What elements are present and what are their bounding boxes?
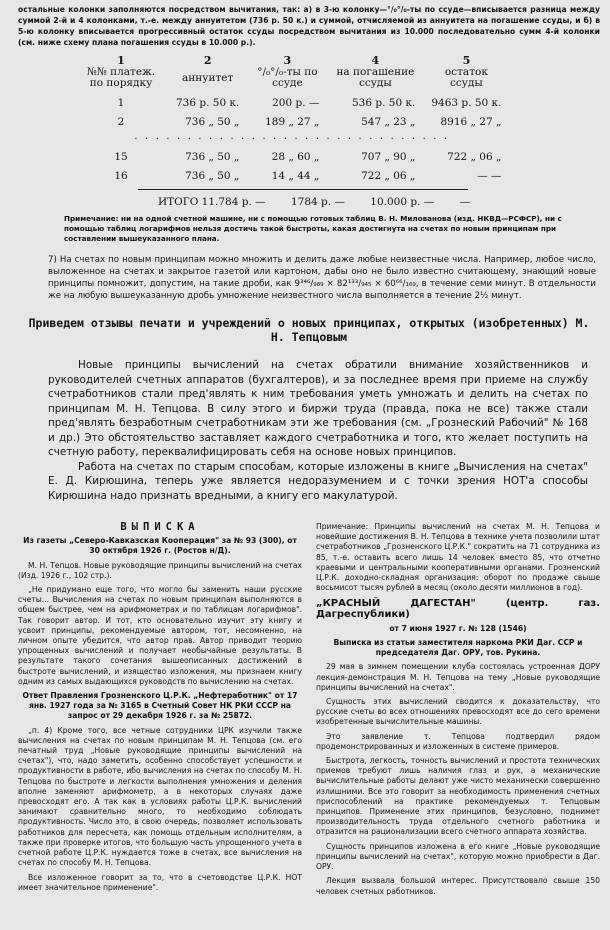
right-column — [316, 522, 600, 901]
newspaper-extract: Выписка из статьи заместителя наркома РКИ Даг. ССР и председателя Даг. ОРУ, тов. Рукина. — [333, 638, 583, 658]
total-label: ИТОГО 11.784 р. — — [158, 196, 266, 208]
table-header-row — [74, 67, 509, 93]
excerpt-paragraph: Быстрота, легкость, точность вычислений и простота технических приемов требуют лишь наличия глаз и рук, а механические вычислительные работы делают уже чисто механически совершенно излишними. Все это говорит за необходимость применения счетных приспособлений на практике рекомендуемых т. Тепцовым принципов. Применение этих принципов, безусловно, поднимет производительность труда отдельного счетного работника и отразится на рационализации всего счетного аппарата хозяйства. — [316, 756, 600, 837]
body-paragraph: Работа на счетах по старым способам, которые изложены в книге „Вычисления на счетах" Е. Д. Кирюшина, теперь уже является недоразумением и с точки зрения НОТ'а способы Кирюшина надо признать вредными, а книгу его макулатурой. — [48, 460, 588, 502]
header-repayment: на погашение ссуды — [336, 66, 415, 89]
table-total — [158, 196, 600, 208]
column-number: 5 — [462, 54, 471, 67]
repayment-table — [74, 52, 509, 185]
table-cell: 189 „ 27 „ — [265, 115, 320, 128]
table-cell: 736 „ 50 „ — [185, 150, 240, 163]
header-annuity: аннуитет — [182, 71, 234, 84]
column-number: 2 — [203, 54, 212, 67]
excerpt-paragraph: Лекция вызвала большой интерес. Присутствовало свыше 150 человек счетных работников. — [316, 876, 600, 896]
table-cell: 200 р. — — [272, 96, 320, 109]
excerpt-paragraph: 29 мая в зимнем помещении клуба состоялась устроенная ДОРУ лекция-демонстрация М. Н. Тепцова на тему „Новые руководящие принципы вычислений на счетах". — [316, 662, 600, 692]
excerpt-paragraph: „Не придумано еще того, что могло бы заменить наши русские счеты... Вычисления на счетах по новым принципам выполняются в общем быстрее, чем на арифмометрах и по таблицам логарифмов". Так говорит автор. И тот, кто основательно изучит эту книгу и усвоит принципы, рекомендуемые автором, тот, несомненно, на личном опыте убедится, что автор прав. Автор приводит теорию упрощенных вычислений и получает необычайные результаты. В результате такого сочетания вышеописанных достижений в быстроте вычислений, и изящество изложения, мы признаем книгу одним из самых выдающихся руководств по вычислению на счетах. — [18, 585, 302, 686]
total-interest: 1784 р. — — [290, 196, 345, 208]
table-row — [74, 166, 509, 185]
header-balance: остаток ссуды — [444, 66, 488, 89]
excerpt-source: Из газеты „Северо-Кавказская Кооперация" за № 93 (300), от 30 октября 1926 г. (Ростов н/Д). — [23, 536, 297, 556]
excerpt-paragraph: Это заявление т. Тепцова подтвердил рядом продемонстрированных и изложенных в системе примеров. — [316, 731, 600, 751]
table-cell: 707 „ 90 „ — [361, 150, 416, 163]
table-cell: 736 „ 50 „ — [185, 169, 240, 182]
excerpt-paragraph: „п. 4) Кроме того, все четные сотрудники ЦРК изучили также вычисления на счетах по новым принципам М. Н. Тепцова (см. его печатный труд „Новые руководящие принципы вычислений на счетах"), что, надо заметить, особенно способствует успешности и продуктивности в работе, ибо вычисления на счетах по способу М. Н. Тепцова по быстроте и легкости выполнения умножения и деления вполне заменяют арифмометр, а в некоторых случаях даже превосходят его. А так как в условиях работы Ц.Р.К. вычислений занимают сравнительно много, то необходимо соблюдать продуктивность. Число это, в свою очередь, позволяет использовать работников для пересчета, как помощь отдельным исполнителям, а также при проверке итогов, что большую часть упрощенного учета в счетной работе Ц.Р.К. нуждается тоже в счетах, все вычисления на счетах по способу М. Н. Тепцова. — [18, 725, 302, 868]
column-number: 4 — [371, 54, 380, 67]
table-cell: 736 „ 50 „ — [185, 115, 240, 128]
table-cell: 1 — [117, 96, 125, 109]
table-row — [74, 147, 509, 166]
table-cell: 736 р. 50 к. — [176, 96, 240, 109]
section-heading: Приведем отзывы печати и учреждений о новых принципах, открытых (изобретенных) М. Н. Тепцовым — [28, 316, 590, 344]
table-cell: 2 — [117, 115, 125, 128]
excerpt-paragraph: М. Н. Тепцов. Новые руководящие принципы вычислений на счетах (Изд. 1926 г., 102 стр.). — [18, 560, 302, 580]
paragraph-7: 7) На счетах по новым принципам можно множить и делить даже любые неизвестные числа. Например, любое число, выложенное на счетах и закрытое газетой или картоном, дабы оно не было известно считающему, знающий новые принципы помножит, допустим, на такие дроби, как 9³⁴⁶/₉₈₉ × 82¹³³/₉₄₅ × 60⁶⁶/₁₆₉, в течение семи минут. В отдельности же на любую вышеуказанную дробь умножение неизвестного числа выполняется в течение 2½ минут. — [48, 255, 596, 301]
left-column — [18, 522, 302, 901]
newspaper-issue: от 7 июня 1927 г. № 128 (1546) — [389, 623, 527, 633]
total-rule — [138, 189, 468, 190]
table-row — [74, 112, 509, 131]
column-number: 1 — [117, 54, 125, 67]
excerpt-paragraph: Сущность принципов изложена в его книге „Новые руководящие принципы вычислений на счетах", которую можно приобрести в Даг. ОРУ. — [316, 841, 600, 872]
newspaper-title: „КРАСНЫЙ ДАГЕСТАН" (центр. газ. Дагреспублики) — [316, 598, 600, 620]
excerpt-columns — [18, 522, 600, 901]
excerpt-order: Ответ Правления Грозненского Ц.Р.К. „Нефтеработник" от 17 янв. 1927 года за № 3165 в Счетный Совет НК РКИ СССР на запрос от 29 декабря 1926 г. за № 25872. — [22, 691, 298, 721]
excerpt-paragraph: Все изложенное говорит за то, что в счетоводстве Ц.Р.К. НОТ имеет значительное применение". — [18, 872, 302, 892]
table-note: Примечание: ни на одной счетной машине, ни с помощью готовых таблиц В. Н. Милованова (изд. НКВД—РСФСР), ни с помощью таблиц логарифмов нельзя достичь такой быстроты, какая достигнута на счетах по новым принципам при составлении вышеуказанного плана. — [64, 214, 562, 243]
table-cell: 722 „ 06 „ — [361, 169, 416, 182]
table-cell: 14 „ 44 „ — [271, 169, 320, 182]
table-row — [74, 93, 509, 112]
section-body — [48, 358, 588, 503]
column-number-row — [74, 52, 509, 67]
table-cell: — — — [477, 169, 502, 182]
table-cell: 28 „ 60 „ — [271, 150, 320, 163]
table-cell: 547 „ 23 „ — [361, 115, 416, 128]
excerpt-title: ВЫПИСКА — [120, 521, 200, 533]
total-repayment: 10.000 р. — — [370, 196, 435, 208]
ellipsis-row — [74, 131, 509, 141]
table-cell: 722 „ 06 „ — [447, 150, 502, 163]
excerpt-paragraph: Сущность этих вычислений сводится к доказательству, что русские счеты во всех отношениях превосходят все до сего времени изобретенные вычислительные машины. — [316, 697, 600, 727]
column-number: 3 — [283, 54, 292, 67]
table-cell: 8916 „ 27 „ — [440, 115, 502, 128]
ellipsis-dots: . . . . . . . . . . . . . . . . . . . . . . . . . . . . . . — [134, 130, 450, 142]
right-note: Примечание: Принципы вычислений на счетах М. Н. Тепцова и новейшие достижения В. Н. Тепцова в технике учета позволили штат счетработников „Грозненского Ц.Р.К." сократить на 71 сотрудника из 85, т.-е. оставить всего лишь 14 человек вместо 85, что отчетно краевыми и центральными кооперативными органами. Грозненский Ц.Р.К. доходно-складная организация: оборот по продаже свыше восьмисот тысяч рублей в месяц (около десяти миллионов в год). — [316, 522, 600, 593]
table-cell: 536 р. 50 к. — [352, 96, 416, 109]
table-cell: 16 — [114, 169, 128, 182]
header-interest: °/₀°/₀-ты по ссуде — [257, 66, 318, 89]
table-cell: 9463 р. 50 к. — [431, 96, 502, 109]
header-payment-no: №№ платеж. по порядку — [86, 66, 156, 89]
intro-paragraph: остальные колонки заполняются посредством вычитания, так: а) в 3-ю колонку—°/₀°/₀-ты по ссуде—вписывается разница между суммой 2-й и 4 колонками, т.-е. между аннуитетом (736 р. 50 к.) и суммой, отчисляемой из аннуитета на погашение ссуды, и б) в 5-ю колонку вписывается прогрессивный остаток ссуды посредством вычитания из 10.000 последовательно сумм 4-й колонки (см. ниже схему плана погашения ссуды в 10.000 р.). — [18, 5, 600, 47]
total-balance: — — [459, 196, 471, 208]
table-cell: 15 — [114, 150, 128, 163]
body-paragraph: Новые принципы вычислений на счетах обратили внимание хозяйственников и руководителей счетных аппаратов (бухгалтеров), и за последнее время при приеме на службу счетработников стали пред'являть к ним требования уметь умножать и делить на счетах по принципам М. Н. Тепцова. В силу этого и биржи труда (правда, пока не все) также стали пред'являть безработным счетработникам эти же требования (см. „Грознеский Рабочий" № 168 и др.) Это обстоятельство заставляет каждого счетработника и того, кто желает поступить на счетную работу, переквалифицировать себя на основе новых принципов. — [48, 359, 588, 458]
